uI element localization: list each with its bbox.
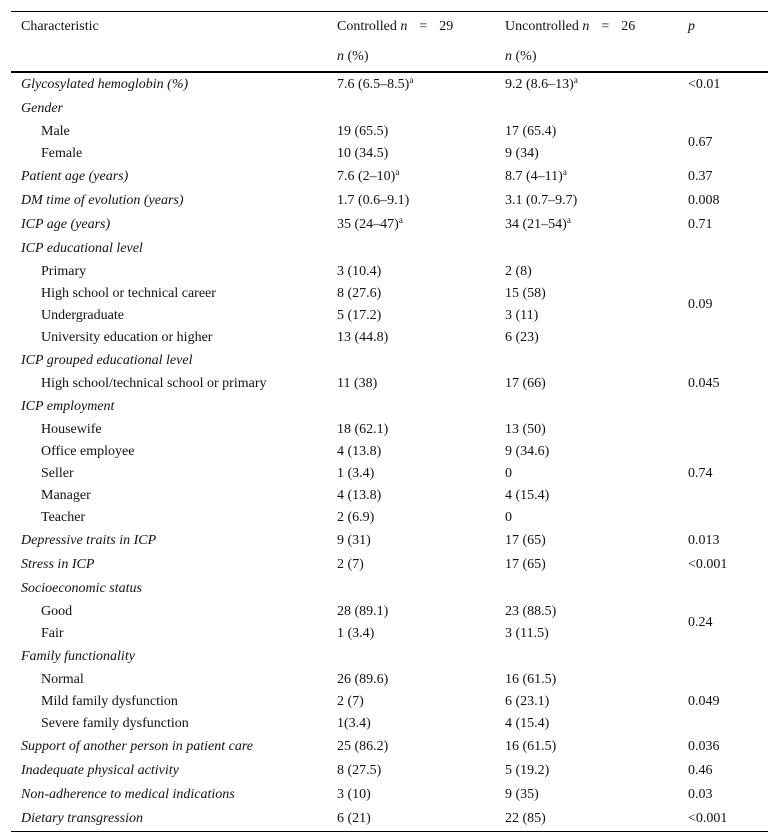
table-row bbox=[11, 485, 768, 507]
uncontrolled-value-text: 0 bbox=[505, 510, 512, 525]
controlled-value-text: 7.6 (2–10) bbox=[337, 169, 396, 184]
controlled-value-text: 9 (31) bbox=[337, 533, 371, 548]
uncontrolled-value bbox=[495, 189, 678, 213]
controlled-value bbox=[327, 373, 495, 395]
uncontrolled-value bbox=[495, 419, 678, 441]
uncontrolled-value-text: 5 (19.2) bbox=[505, 763, 550, 778]
table-row bbox=[11, 419, 768, 441]
controlled-value bbox=[327, 237, 495, 261]
controlled-value bbox=[327, 121, 495, 143]
header-row bbox=[11, 12, 768, 43]
controlled-value-text: 7.6 (6.5–8.5) bbox=[337, 77, 410, 92]
subheader-row bbox=[11, 42, 768, 72]
p-value bbox=[678, 577, 768, 601]
uncontrolled-value-text: 6 (23.1) bbox=[505, 694, 550, 709]
row-label: DM time of evolution (years) bbox=[21, 193, 184, 208]
table-row bbox=[11, 283, 768, 305]
uncontrolled-value bbox=[495, 601, 678, 623]
controlled-value bbox=[327, 441, 495, 463]
p-value bbox=[678, 349, 768, 373]
table-row bbox=[11, 373, 768, 395]
row-label: Female bbox=[41, 146, 83, 161]
controlled-value bbox=[327, 143, 495, 165]
controlled-value-text: 1 (3.4) bbox=[337, 466, 375, 481]
uncontrolled-value-text: 17 (65) bbox=[505, 533, 546, 548]
uncontrolled-value bbox=[495, 645, 678, 669]
table-row bbox=[11, 189, 768, 213]
footnote-marker: a bbox=[398, 215, 403, 225]
p-value: 0.67 bbox=[688, 135, 713, 150]
controlled-value bbox=[327, 759, 495, 783]
table-row bbox=[11, 72, 768, 97]
uncontrolled-value bbox=[495, 97, 678, 121]
table-row bbox=[11, 645, 768, 669]
table-row bbox=[11, 553, 768, 577]
row-label: Mild family dysfunction bbox=[41, 694, 178, 709]
uncontrolled-value bbox=[495, 237, 678, 261]
uncontrolled-value-text: 16 (61.5) bbox=[505, 739, 557, 754]
uncontrolled-value-text: 17 (66) bbox=[505, 376, 546, 391]
controlled-value bbox=[327, 283, 495, 305]
uncontrolled-value bbox=[495, 283, 678, 305]
subheader-p-empty bbox=[678, 42, 768, 72]
controlled-value bbox=[327, 395, 495, 419]
row-label: Inadequate physical activity bbox=[21, 763, 179, 778]
p-value bbox=[678, 237, 768, 261]
row-label: Fair bbox=[41, 626, 64, 641]
footnote-marker: a bbox=[566, 215, 571, 225]
table-row bbox=[11, 623, 768, 645]
p-value: 0.09 bbox=[688, 297, 713, 312]
row-label: Glycosylated hemoglobin (%) bbox=[21, 77, 189, 92]
p-value: <0.001 bbox=[688, 811, 728, 826]
row-label: ICP educational level bbox=[21, 241, 143, 256]
table-row bbox=[11, 577, 768, 601]
row-label: Family functionality bbox=[21, 649, 135, 664]
row-label: Depressive traits in ICP bbox=[21, 533, 157, 548]
uncontrolled-value-text: 9 (34.6) bbox=[505, 444, 550, 459]
row-label: Non-adherence to medical indications bbox=[21, 787, 235, 802]
subheader-controlled-pct: (%) bbox=[347, 48, 369, 64]
controlled-value bbox=[327, 305, 495, 327]
uncontrolled-value bbox=[495, 349, 678, 373]
controlled-value bbox=[327, 165, 495, 189]
controlled-value bbox=[327, 72, 495, 97]
uncontrolled-value bbox=[495, 507, 678, 529]
table-row bbox=[11, 601, 768, 623]
uncontrolled-value bbox=[495, 669, 678, 691]
controlled-value bbox=[327, 601, 495, 623]
header-uncontrolled bbox=[495, 12, 678, 43]
uncontrolled-value-text: 9.2 (8.6–13) bbox=[505, 77, 574, 92]
table-row bbox=[11, 441, 768, 463]
table-row bbox=[11, 463, 768, 485]
uncontrolled-value-text: 23 (88.5) bbox=[505, 604, 557, 619]
uncontrolled-value bbox=[495, 485, 678, 507]
uncontrolled-value bbox=[495, 395, 678, 419]
table-row bbox=[11, 691, 768, 713]
table-row bbox=[11, 97, 768, 121]
uncontrolled-value bbox=[495, 713, 678, 735]
row-label: High school or technical career bbox=[41, 286, 216, 301]
table-row bbox=[11, 349, 768, 373]
controlled-value-text: 13 (44.8) bbox=[337, 330, 389, 345]
table-row bbox=[11, 121, 768, 143]
table-row bbox=[11, 261, 768, 283]
p-value: 0.008 bbox=[688, 193, 720, 208]
table-row bbox=[11, 529, 768, 553]
uncontrolled-value bbox=[495, 261, 678, 283]
controlled-value-text: 6 (21) bbox=[337, 811, 371, 826]
row-label: University education or higher bbox=[41, 330, 213, 345]
uncontrolled-value bbox=[495, 623, 678, 645]
uncontrolled-value bbox=[495, 553, 678, 577]
table-row bbox=[11, 327, 768, 349]
row-label: Dietary transgression bbox=[21, 811, 143, 826]
uncontrolled-value-text: 17 (65) bbox=[505, 557, 546, 572]
subheader-controlled-n: n bbox=[337, 48, 344, 64]
controlled-value bbox=[327, 577, 495, 601]
uncontrolled-value bbox=[495, 807, 678, 832]
table-row bbox=[11, 213, 768, 237]
uncontrolled-value-text: 16 (61.5) bbox=[505, 672, 557, 687]
p-value: 0.03 bbox=[688, 787, 713, 802]
uncontrolled-value bbox=[495, 305, 678, 327]
controlled-value bbox=[327, 419, 495, 441]
uncontrolled-value bbox=[495, 577, 678, 601]
uncontrolled-value-text: 22 (85) bbox=[505, 811, 546, 826]
row-label: Severe family dysfunction bbox=[41, 716, 189, 731]
row-label: Support of another person in patient care bbox=[21, 739, 254, 754]
controlled-value bbox=[327, 807, 495, 832]
controlled-value-text: 4 (13.8) bbox=[337, 488, 382, 503]
p-value: 0.045 bbox=[688, 376, 720, 391]
row-label: Gender bbox=[21, 101, 63, 116]
subheader-uncontrolled bbox=[495, 42, 678, 72]
controlled-value-text: 28 (89.1) bbox=[337, 604, 389, 619]
p-value bbox=[678, 395, 768, 419]
p-value: 0.46 bbox=[688, 763, 713, 778]
uncontrolled-value-text: 4 (15.4) bbox=[505, 488, 550, 503]
uncontrolled-value bbox=[495, 121, 678, 143]
table-row bbox=[11, 713, 768, 735]
footnote-marker: a bbox=[562, 167, 567, 177]
controlled-value bbox=[327, 735, 495, 759]
controlled-value bbox=[327, 691, 495, 713]
uncontrolled-value bbox=[495, 691, 678, 713]
row-label: Primary bbox=[41, 264, 87, 279]
header-controlled-count: 29 bbox=[439, 19, 454, 34]
controlled-value bbox=[327, 783, 495, 807]
p-value bbox=[678, 97, 768, 121]
controlled-value bbox=[327, 529, 495, 553]
row-label: Housewife bbox=[41, 422, 102, 437]
row-label: Normal bbox=[41, 672, 84, 687]
uncontrolled-value-text: 2 (8) bbox=[505, 264, 532, 279]
uncontrolled-value bbox=[495, 165, 678, 189]
header-controlled-n: n bbox=[400, 19, 408, 34]
uncontrolled-value bbox=[495, 213, 678, 237]
table-row bbox=[11, 507, 768, 529]
controlled-value bbox=[327, 645, 495, 669]
controlled-value-text: 11 (38) bbox=[337, 376, 378, 391]
controlled-value-text: 1(3.4) bbox=[337, 716, 371, 731]
controlled-value-text: 2 (6.9) bbox=[337, 510, 375, 525]
table-row bbox=[11, 165, 768, 189]
row-label: ICP age (years) bbox=[21, 217, 111, 232]
controlled-value bbox=[327, 507, 495, 529]
p-value: <0.01 bbox=[688, 77, 721, 92]
uncontrolled-value-text: 8.7 (4–11) bbox=[505, 169, 563, 184]
controlled-value-text: 1 (3.4) bbox=[337, 626, 375, 641]
uncontrolled-value-text: 17 (65.4) bbox=[505, 124, 557, 139]
uncontrolled-value bbox=[495, 463, 678, 485]
table-row bbox=[11, 735, 768, 759]
uncontrolled-value-text: 3 (11.5) bbox=[505, 626, 549, 641]
controlled-value bbox=[327, 713, 495, 735]
row-label: High school/technical school or primary bbox=[41, 376, 267, 391]
footnote-marker: a bbox=[573, 75, 578, 85]
characteristics-table bbox=[11, 11, 768, 832]
row-label: Male bbox=[41, 124, 70, 139]
header-controlled-label: Controlled bbox=[337, 19, 397, 34]
table-row bbox=[11, 143, 768, 165]
controlled-value bbox=[327, 349, 495, 373]
table-body bbox=[11, 72, 768, 832]
controlled-value-text: 19 (65.5) bbox=[337, 124, 389, 139]
row-label: ICP employment bbox=[21, 399, 115, 414]
controlled-value bbox=[327, 327, 495, 349]
controlled-value bbox=[327, 213, 495, 237]
row-label: Office employee bbox=[41, 444, 135, 459]
controlled-value-text: 3 (10) bbox=[337, 787, 371, 802]
controlled-value-text: 1.7 (0.6–9.1) bbox=[337, 193, 410, 208]
controlled-value-text: 3 (10.4) bbox=[337, 264, 382, 279]
uncontrolled-value bbox=[495, 529, 678, 553]
row-label: Seller bbox=[41, 466, 74, 481]
subheader-controlled bbox=[327, 42, 495, 72]
table-row bbox=[11, 759, 768, 783]
table-row bbox=[11, 669, 768, 691]
controlled-value bbox=[327, 189, 495, 213]
p-value: 0.74 bbox=[688, 466, 713, 481]
row-label: Manager bbox=[41, 488, 91, 503]
table-row bbox=[11, 305, 768, 327]
controlled-value bbox=[327, 623, 495, 645]
controlled-value-text: 18 (62.1) bbox=[337, 422, 389, 437]
p-value: 0.71 bbox=[688, 217, 713, 232]
subheader-empty bbox=[11, 42, 327, 72]
p-value: 0.24 bbox=[688, 615, 713, 630]
uncontrolled-value-text: 6 (23) bbox=[505, 330, 539, 345]
controlled-value bbox=[327, 553, 495, 577]
uncontrolled-value-text: 34 (21–54) bbox=[505, 217, 567, 232]
row-label: Good bbox=[41, 604, 73, 619]
controlled-value-text: 2 (7) bbox=[337, 694, 364, 709]
controlled-value bbox=[327, 97, 495, 121]
subheader-uncontrolled-n: n bbox=[505, 48, 512, 64]
uncontrolled-value-text: 9 (35) bbox=[505, 787, 539, 802]
header-characteristic: Characteristic bbox=[21, 19, 99, 34]
row-label: Teacher bbox=[41, 510, 86, 525]
controlled-value-text: 2 (7) bbox=[337, 557, 364, 572]
p-value: 0.37 bbox=[688, 169, 713, 184]
controlled-value bbox=[327, 485, 495, 507]
uncontrolled-value-text: 3 (11) bbox=[505, 308, 539, 323]
controlled-value-text: 5 (17.2) bbox=[337, 308, 382, 323]
row-label: Stress in ICP bbox=[21, 557, 95, 572]
row-label: Undergraduate bbox=[41, 308, 124, 323]
row-label: Patient age (years) bbox=[21, 169, 129, 184]
controlled-value-text: 10 (34.5) bbox=[337, 146, 389, 161]
header-controlled bbox=[327, 12, 495, 43]
uncontrolled-value-text: 9 (34) bbox=[505, 146, 539, 161]
uncontrolled-value-text: 15 (58) bbox=[505, 286, 546, 301]
p-value: <0.001 bbox=[688, 557, 728, 572]
table-row bbox=[11, 395, 768, 419]
controlled-value-text: 8 (27.6) bbox=[337, 286, 382, 301]
p-value: 0.013 bbox=[688, 533, 720, 548]
table-row bbox=[11, 783, 768, 807]
uncontrolled-value bbox=[495, 441, 678, 463]
p-value: 0.049 bbox=[688, 694, 720, 709]
subheader-uncontrolled-pct: (%) bbox=[515, 48, 537, 64]
uncontrolled-value bbox=[495, 735, 678, 759]
controlled-value bbox=[327, 463, 495, 485]
header-controlled-eq: = bbox=[419, 19, 428, 34]
uncontrolled-value bbox=[495, 759, 678, 783]
header-uncontrolled-n: n bbox=[582, 19, 590, 34]
uncontrolled-value bbox=[495, 143, 678, 165]
row-label: ICP grouped educational level bbox=[21, 353, 193, 368]
uncontrolled-value bbox=[495, 373, 678, 395]
footnote-marker: a bbox=[409, 75, 414, 85]
header-uncontrolled-count: 26 bbox=[621, 19, 636, 34]
uncontrolled-value-text: 4 (15.4) bbox=[505, 716, 550, 731]
header-uncontrolled-eq: = bbox=[601, 19, 610, 34]
row-label: Socioeconomic status bbox=[21, 581, 142, 596]
p-value bbox=[678, 645, 768, 669]
table-row bbox=[11, 237, 768, 261]
controlled-value-text: 25 (86.2) bbox=[337, 739, 389, 754]
uncontrolled-value-text: 0 bbox=[505, 466, 512, 481]
header-p: p bbox=[688, 19, 695, 34]
uncontrolled-value bbox=[495, 783, 678, 807]
header-uncontrolled-label: Uncontrolled bbox=[505, 19, 579, 34]
footnote-marker: a bbox=[395, 167, 400, 177]
controlled-value-text: 26 (89.6) bbox=[337, 672, 389, 687]
controlled-value-text: 35 (24–47) bbox=[337, 217, 399, 232]
table-row bbox=[11, 807, 768, 832]
uncontrolled-value bbox=[495, 72, 678, 97]
controlled-value bbox=[327, 261, 495, 283]
p-value: 0.036 bbox=[688, 739, 720, 754]
uncontrolled-value bbox=[495, 327, 678, 349]
controlled-value bbox=[327, 669, 495, 691]
controlled-value-text: 8 (27.5) bbox=[337, 763, 382, 778]
uncontrolled-value-text: 13 (50) bbox=[505, 422, 546, 437]
controlled-value-text: 4 (13.8) bbox=[337, 444, 382, 459]
uncontrolled-value-text: 3.1 (0.7–9.7) bbox=[505, 193, 578, 208]
